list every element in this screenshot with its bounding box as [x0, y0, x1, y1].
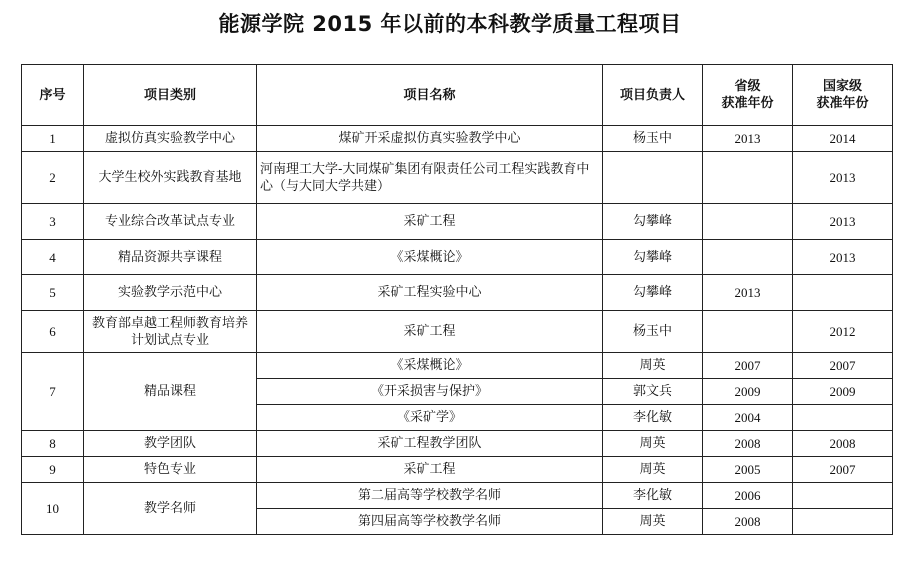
leader-cell: 周英	[603, 353, 703, 379]
project-name-cell: 《采煤概论》	[257, 240, 603, 275]
seq-cell: 2	[22, 152, 84, 204]
category-cell: 精品资源共享课程	[84, 240, 257, 275]
project-name-cell: 第二届高等学校教学名师	[257, 483, 603, 509]
national-year-cell	[793, 405, 893, 431]
project-name-cell: 采矿工程	[257, 457, 603, 483]
seq-cell: 1	[22, 126, 84, 152]
project-name-cell: 河南理工大学-大同煤矿集团有限责任公司工程实践教育中心（与大同大学共建）	[257, 152, 603, 204]
leader-cell: 李化敏	[603, 483, 703, 509]
projects-table	[21, 64, 893, 535]
provincial-year-cell: 2013	[703, 275, 793, 311]
header-national-line1: 国家级	[822, 79, 862, 94]
table-row	[22, 275, 893, 311]
provincial-year-cell	[703, 311, 793, 353]
national-year-cell: 2013	[793, 204, 893, 240]
project-name-cell: 《采煤概论》	[257, 353, 603, 379]
seq-cell: 5	[22, 275, 84, 311]
project-name-cell: 《采矿学》	[257, 405, 603, 431]
provincial-year-cell: 2008	[703, 431, 793, 457]
project-name-cell: 第四届高等学校教学名师	[257, 509, 603, 535]
seq-cell: 10	[22, 483, 84, 535]
header-leader: 项目负责人	[603, 65, 703, 126]
national-year-cell: 2007	[793, 353, 893, 379]
provincial-year-cell: 2004	[703, 405, 793, 431]
provincial-year-cell: 2007	[703, 353, 793, 379]
provincial-year-cell: 2008	[703, 509, 793, 535]
national-year-cell	[793, 275, 893, 311]
header-provincial-line1: 省级	[734, 79, 761, 94]
category-cell: 特色专业	[84, 457, 257, 483]
category-cell: 教学名师	[84, 483, 257, 535]
header-national-line2: 获准年份	[816, 96, 869, 111]
leader-cell: 周英	[603, 509, 703, 535]
header-provincial	[703, 65, 793, 126]
project-name-cell: 采矿工程	[257, 311, 603, 353]
header-national	[793, 65, 893, 126]
table-row	[22, 457, 893, 483]
table-row	[22, 483, 893, 509]
leader-cell: 郭文兵	[603, 379, 703, 405]
national-year-cell	[793, 483, 893, 509]
table-row	[22, 152, 893, 204]
leader-cell: 杨玉中	[603, 126, 703, 152]
provincial-year-cell	[703, 204, 793, 240]
seq-cell: 8	[22, 431, 84, 457]
table-row	[22, 204, 893, 240]
table-row	[22, 240, 893, 275]
category-cell: 教学团队	[84, 431, 257, 457]
national-year-cell	[793, 509, 893, 535]
leader-cell: 勾攀峰	[603, 204, 703, 240]
header-category: 项目类别	[84, 65, 257, 126]
leader-cell: 周英	[603, 431, 703, 457]
category-cell: 专业综合改革试点专业	[84, 204, 257, 240]
provincial-year-cell: 2013	[703, 126, 793, 152]
table-row	[22, 431, 893, 457]
category-cell: 教育部卓越工程师教育培养计划试点专业	[84, 311, 257, 353]
provincial-year-cell	[703, 152, 793, 204]
page-title: 能源学院 2015 年以前的本科教学质量工程项目	[218, 12, 682, 36]
seq-cell: 7	[22, 353, 84, 431]
seq-cell: 6	[22, 311, 84, 353]
national-year-cell: 2014	[793, 126, 893, 152]
leader-cell: 勾攀峰	[603, 275, 703, 311]
leader-cell	[603, 152, 703, 204]
table-row	[22, 126, 893, 152]
national-year-cell: 2013	[793, 240, 893, 275]
seq-cell: 3	[22, 204, 84, 240]
category-cell: 虚拟仿真实验教学中心	[84, 126, 257, 152]
project-name-cell: 采矿工程	[257, 204, 603, 240]
national-year-cell: 2012	[793, 311, 893, 353]
leader-cell: 杨玉中	[603, 311, 703, 353]
national-year-cell: 2009	[793, 379, 893, 405]
seq-cell: 4	[22, 240, 84, 275]
header-row	[22, 65, 893, 126]
leader-cell: 李化敏	[603, 405, 703, 431]
category-cell: 精品课程	[84, 353, 257, 431]
header-provincial-line2: 获准年份	[721, 96, 774, 111]
category-cell: 实验教学示范中心	[84, 275, 257, 311]
national-year-cell: 2013	[793, 152, 893, 204]
national-year-cell: 2008	[793, 431, 893, 457]
seq-cell: 9	[22, 457, 84, 483]
provincial-year-cell: 2006	[703, 483, 793, 509]
table-row	[22, 311, 893, 353]
provincial-year-cell: 2005	[703, 457, 793, 483]
leader-cell: 勾攀峰	[603, 240, 703, 275]
project-name-cell: 《开采损害与保护》	[257, 379, 603, 405]
project-name-cell: 采矿工程教学团队	[257, 431, 603, 457]
category-cell: 大学生校外实践教育基地	[84, 152, 257, 204]
project-name-cell: 采矿工程实验中心	[257, 275, 603, 311]
national-year-cell: 2007	[793, 457, 893, 483]
header-seq: 序号	[22, 65, 84, 126]
table-row	[22, 353, 893, 379]
header-name: 项目名称	[257, 65, 603, 126]
leader-cell: 周英	[603, 457, 703, 483]
provincial-year-cell	[703, 240, 793, 275]
provincial-year-cell: 2009	[703, 379, 793, 405]
project-name-cell: 煤矿开采虚拟仿真实验教学中心	[257, 126, 603, 152]
